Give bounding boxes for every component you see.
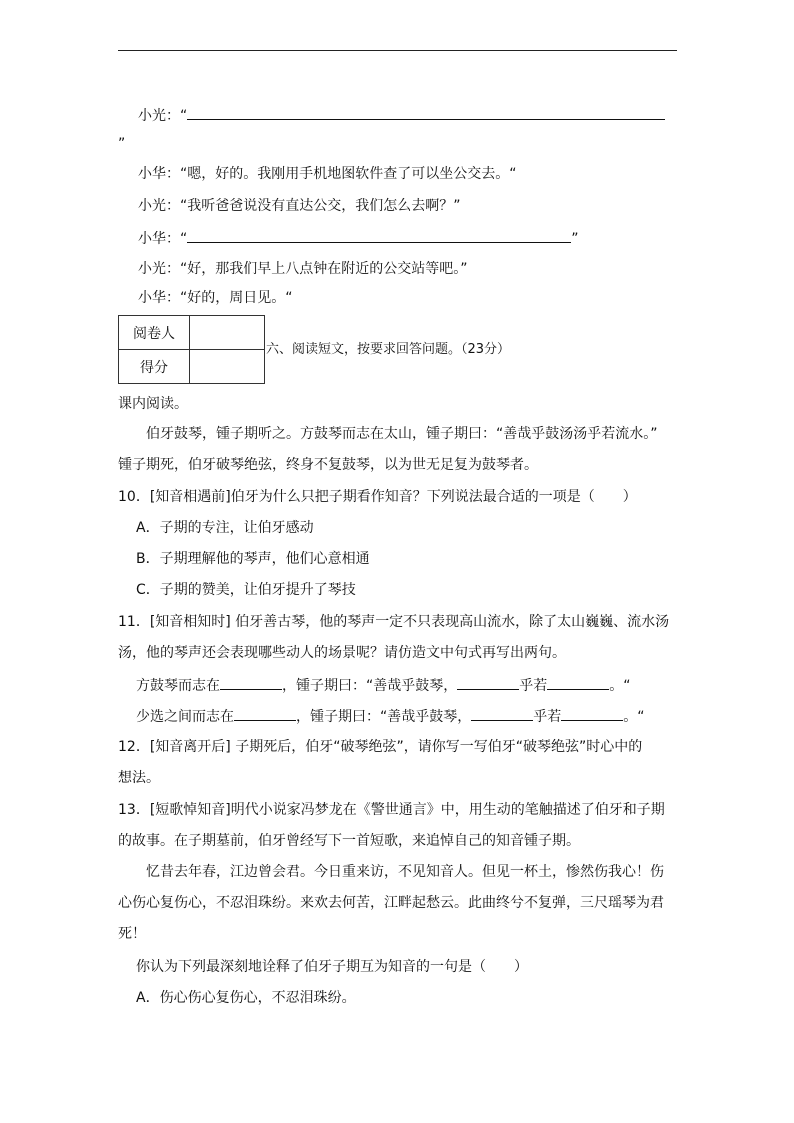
poem-line-2: 心伤心复伤心，不忍泪珠纷。来欢去何苦，江畔起愁云。此曲终兮不复弹，三尺瑶琴为君 [118,895,664,911]
open-quote: “ [180,108,188,124]
score-field[interactable] [190,350,265,384]
question-13-line-1: 13．[短歌悼知音]明代小说家冯梦龙在《警世通言》中，用生动的笔触描述了伯牙和子期 [118,802,665,818]
dialog-line-6: 小华：“好的，周日见。“ [138,290,293,306]
passage-line-1: 伯牙鼓琴，锺子期听之。方鼓琴而志在太山，锺子期曰：“善哉乎鼓汤汤乎若流水。” [146,426,658,442]
question-11-stem-line-1: 11．[知音相知时] 伯牙善古琴，他的琴声一定不只表现高山流水，除了太山巍巍、流水汤 [118,614,670,630]
dialog-speaker: 小光： [138,108,180,124]
poem-line-1: 忆昔去年春，江边曾会君。今日重来访，不见知音人。但见一杯土，惨然伤我心！伤 [146,864,664,880]
section-title: 六、阅读短文，按要求回答问题。（23分） [266,342,511,357]
question-10-stem: 10．[知音相遇前]伯牙为什么只把子期看作知音？下列说法最合适的一项是（ ） [118,489,637,505]
fill-blank[interactable] [547,675,609,690]
header-rule [118,50,677,51]
sentence-text: 乎若 [533,709,562,725]
question-12-line-2: 想法。 [118,770,160,786]
q10-option-b[interactable]: B．子期理解他的琴声，他们心意相通 [136,551,370,567]
fill-blank[interactable] [471,706,533,721]
dialog-line-4 [138,228,579,249]
fill-blank[interactable] [220,675,282,690]
dialog-line-3: 小光：“我听爸爸说没有直达公交，我们怎么去啊？” [138,198,461,214]
reviewer-field[interactable] [190,316,265,350]
score-label: 得分 [119,350,190,384]
fill-blank[interactable] [561,706,623,721]
fill-blank[interactable] [457,675,519,690]
question-12-line-1: 12．[知音离开后] 子期死后，伯牙“破琴绝弦”，请你写一写伯牙“破琴绝弦”时心中的 [118,739,643,755]
answer-blank-line[interactable] [187,105,665,120]
dialog-speaker: 小华： [138,231,180,247]
q11-fill-sentence-2 [136,706,645,727]
q10-option-c[interactable]: C．子期的赞美，让伯牙提升了琴技 [136,582,356,598]
fill-blank[interactable] [234,706,296,721]
question-13-line-2: 的故事。在子期墓前，伯牙曾经写下一首短歌，来追悼自己的知音锺子期。 [118,833,580,849]
sentence-text: 乎若 [519,678,548,694]
sentence-text: 少选之间而志在 [136,709,234,725]
grading-box [118,315,265,384]
dialog-line-2: 小华：“嗯，好的。我刚用手机地图软件查了可以坐公交去。“ [138,166,517,182]
q11-fill-sentence-1 [136,675,631,696]
sentence-text: ，锺子期曰：“善哉乎鼓琴， [296,709,472,725]
passage-line-2: 锺子期死，伯牙破琴绝弦，终身不复鼓琴，以为世无足复为鼓琴者。 [118,457,538,473]
q13-option-a[interactable]: A．伤心伤心复伤心，不忍泪珠纷。 [136,990,356,1006]
sentence-text: 。“ [623,709,645,725]
question-11-stem-line-2: 汤，他的琴声还会表现哪些动人的场景呢？请仿造文中句式再写出两句。 [118,645,566,661]
poem-line-3: 死！ [118,926,146,942]
q10-option-a[interactable]: A．子期的专注，让伯牙感动 [136,520,314,536]
question-13-ask: 你认为下列最深刻地诠释了伯牙子期互为知音的一句是（ ） [136,959,528,975]
sentence-text: ，锺子期曰：“善哉乎鼓琴， [282,678,458,694]
dialog-line-5: 小光：“好，那我们早上八点钟在附近的公交站等吧。” [138,261,468,277]
open-quote: “ [180,231,188,247]
sentence-text: 。“ [609,678,631,694]
closing-quote: ” [118,136,126,152]
sentence-text: 方鼓琴而志在 [136,678,220,694]
section-intro: 课内阅读。 [118,396,188,412]
dialog-line-1 [138,105,665,126]
close-quote: ” [571,231,579,247]
reviewer-label: 阅卷人 [119,316,190,350]
answer-blank-line[interactable] [187,228,571,243]
